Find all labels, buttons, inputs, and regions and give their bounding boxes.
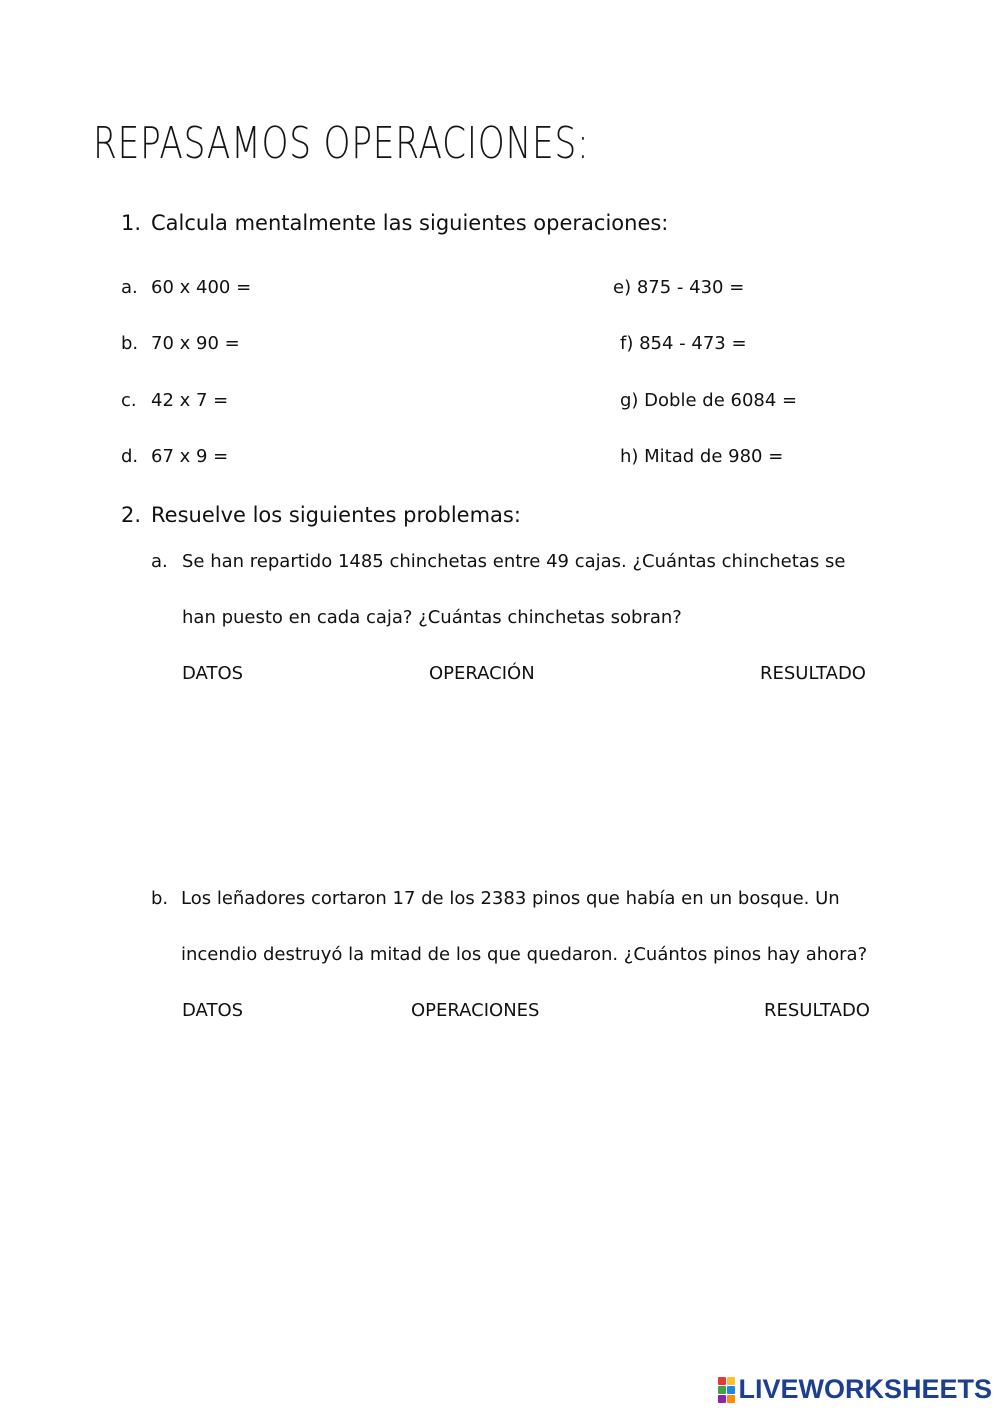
logo-square-2 [727, 1377, 735, 1385]
exercise-b: 70 x 90 = [151, 333, 240, 354]
liveworksheets-logo[interactable] [718, 1374, 992, 1405]
section-2-number: 2. [121, 503, 142, 527]
problem-a-line-1: Se han repartido 1485 chinchetas entre 49 cajas. ¿Cuántas chinchetas se [182, 551, 846, 572]
liveworksheets-logo-text: LIVEWORKSHEETS [738, 1374, 992, 1404]
problem-a-letter: a. [151, 551, 168, 572]
logo-square-6 [727, 1395, 735, 1403]
logo-square-5 [718, 1395, 726, 1403]
exercise-a: 60 x 400 = [151, 277, 252, 298]
problem-b-resultado-label: RESULTADO [764, 1000, 870, 1021]
problem-b-letter: b. [151, 888, 169, 909]
logo-square-1 [718, 1377, 726, 1385]
exercise-b-letter: b. [121, 333, 139, 354]
problem-b-operaciones-label: OPERACIONES [411, 1000, 540, 1021]
exercise-e: e) 875 - 430 = [613, 277, 745, 298]
problem-b-datos-label: DATOS [182, 1000, 244, 1021]
problem-b-line-1: Los leñadores cortaron 17 de los 2383 pinos que había en un bosque. Un [181, 888, 840, 909]
section-1-heading: Calcula mentalmente las siguientes operaciones: [151, 211, 669, 235]
logo-square-4 [727, 1386, 735, 1394]
exercise-a-letter: a. [121, 277, 138, 298]
worksheet-title: REPASAMOS OPERACIONES: [93, 118, 590, 169]
problem-a-operacion-label: OPERACIÓN [429, 663, 535, 684]
problem-a-line-2: han puesto en cada caja? ¿Cuántas chinchetas sobran? [182, 607, 682, 628]
exercise-c-letter: c. [121, 390, 137, 411]
problem-a-resultado-label: RESULTADO [760, 663, 866, 684]
problem-b-line-2: incendio destruyó la mitad de los que quedaron. ¿Cuántos pinos hay ahora? [181, 944, 868, 965]
exercise-c: 42 x 7 = [151, 390, 229, 411]
exercise-f: f) 854 - 473 = [620, 333, 747, 354]
section-2-heading: Resuelve los siguientes problemas: [151, 503, 521, 527]
exercise-h: h) Mitad de 980 = [620, 446, 784, 467]
exercise-d: 67 x 9 = [151, 446, 229, 467]
logo-square-3 [718, 1386, 726, 1394]
liveworksheets-logo-icon [718, 1377, 735, 1403]
exercise-d-letter: d. [121, 446, 139, 467]
exercise-g: g) Doble de 6084 = [620, 390, 798, 411]
problem-a-datos-label: DATOS [182, 663, 244, 684]
section-1-number: 1. [121, 211, 142, 235]
